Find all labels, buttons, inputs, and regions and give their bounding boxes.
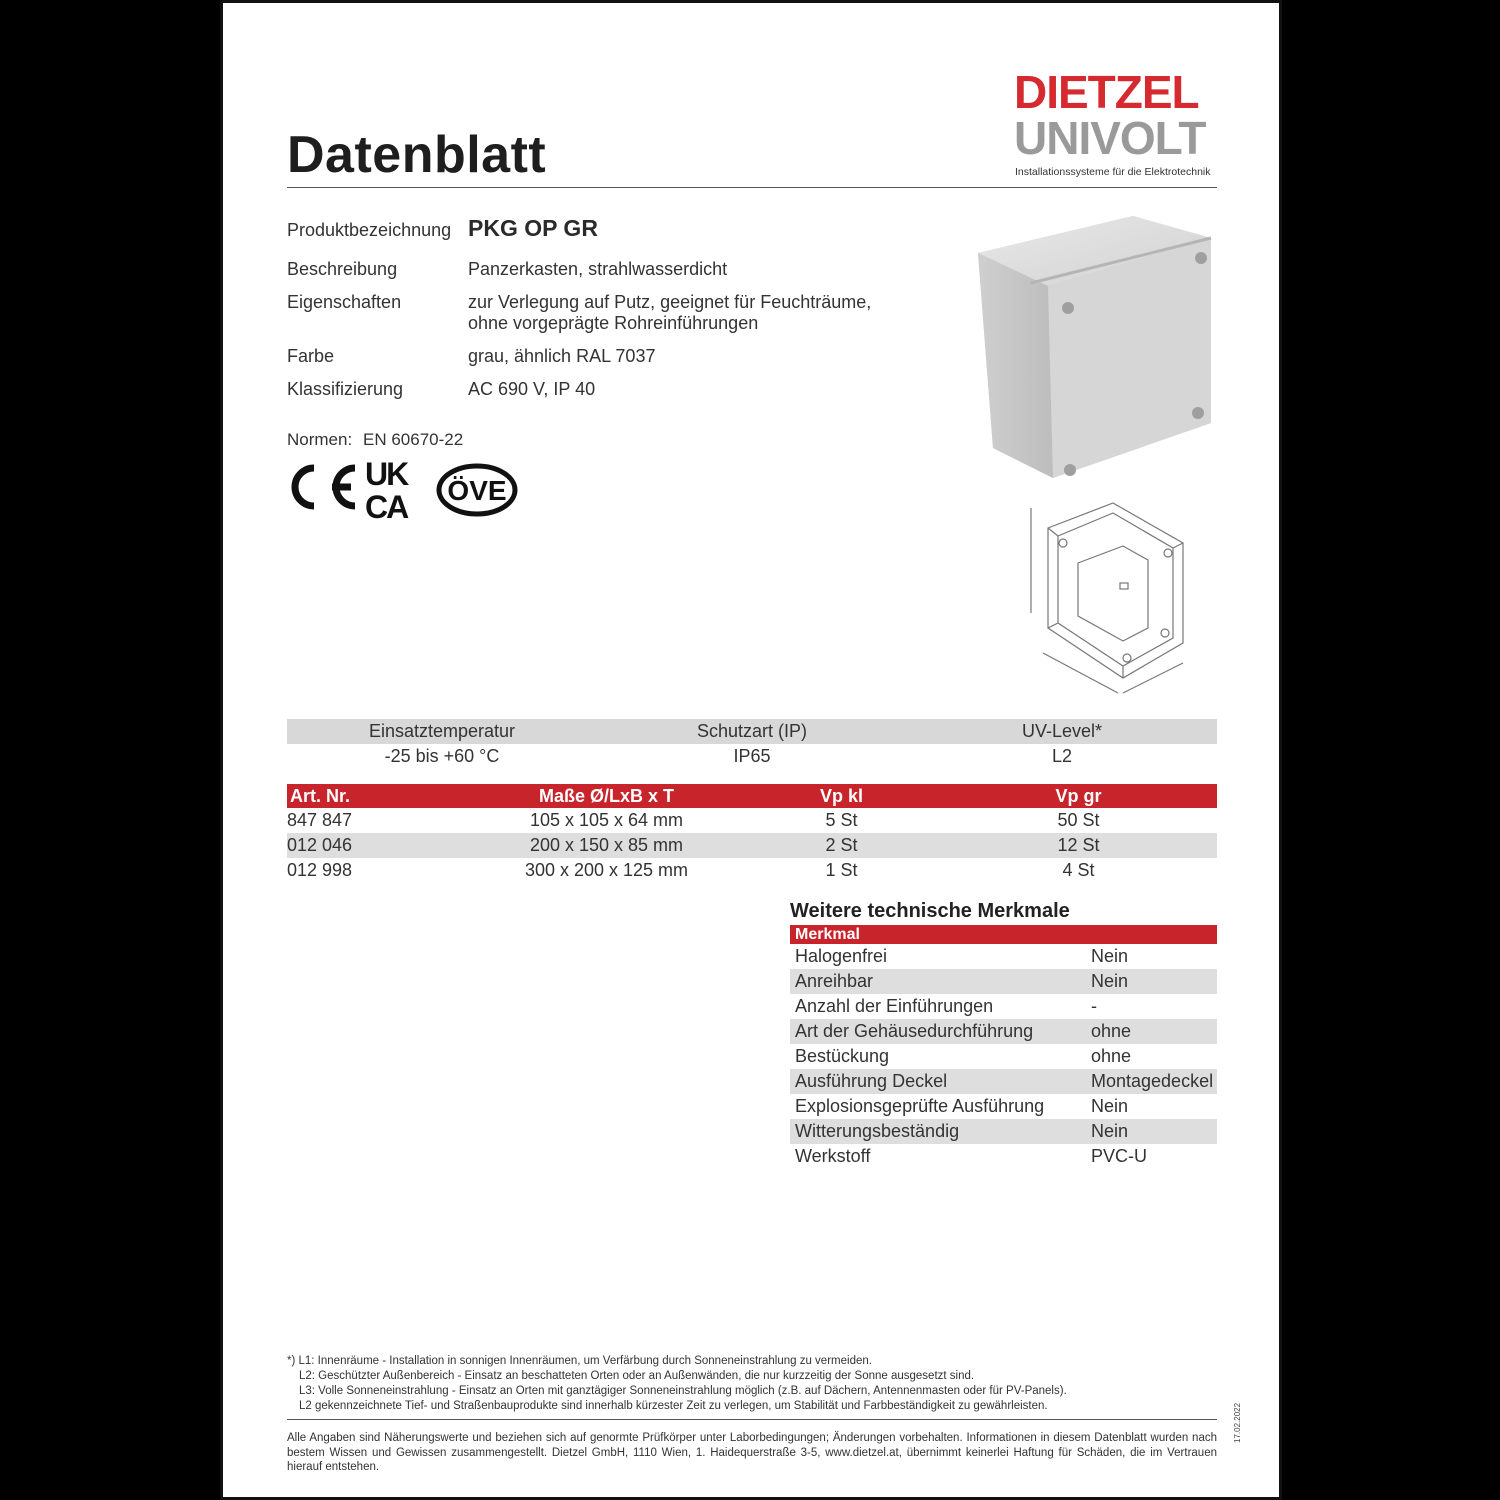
datasheet-page [220, 0, 1282, 1500]
feature-name: Anreihbar [790, 969, 1086, 994]
feature-value: Nein [1091, 1096, 1129, 1116]
specs-value-uv: L2 [1051, 746, 1073, 766]
ukca-mark-icon [365, 456, 409, 521]
norms-label: Normen: [287, 430, 353, 449]
feature-name: Werkstoff [795, 1146, 871, 1166]
ce-mark-icon [295, 468, 355, 506]
article-vp-large: 12 St [940, 833, 1217, 858]
features-title: Weitere technische Merkmale [790, 900, 1070, 922]
article-vp-small: 5 St [825, 810, 858, 830]
articles-header-dimensions: Maße Ø/LxB x T [470, 784, 743, 808]
svg-text:CA: CA [365, 489, 408, 521]
footnote-line: L2: Geschützter Außenbereich - Einsatz an beschatteten Orten oder an Außenwänden, die nur kurzzeitig der Sonne ausgesetzt sind. [299, 1370, 975, 1382]
article-vp-small: 2 St [743, 833, 940, 858]
product-name-label: Produktbezeichnung [287, 220, 452, 240]
footnote-line: L2 gekennzeichnete Tief- und Straßenbauprodukte sind innerhalb kürzester Zeit zu verlegen, um Stabilität und Farbbeständigkeit zu gewährleisten. [299, 1400, 1048, 1412]
disclaimer-text: Alle Angaben sind Näherungswerte und beziehen sich auf genormte Prüfkörper unter Laborbedingungen; Änderungen vorbehalten. Informationen in diesem Datenblatt wurden nach bestem Wissen und Gewissen zusammengestellt. Dietzel GmbH, 1110 Wien, 1. Haidequerstraße 3-5, www.dietzel.at, übernimmt keinerlei Haftung für Schäden, die im Vertrauen hierauf entstehen. [287, 1432, 1217, 1473]
certification-marks-icon [287, 455, 519, 521]
ove-mark-icon [439, 466, 515, 514]
properties-label: Eigenschaften [287, 292, 402, 312]
feature-value: Nein [1086, 969, 1217, 994]
feature-name: Art der Gehäusedurchführung [790, 1019, 1086, 1044]
specs-value-protection: IP65 [733, 746, 771, 766]
articles-header-number: Art. Nr. [287, 784, 470, 808]
article-vp-large: 50 St [1057, 810, 1100, 830]
svg-text:ÖVE: ÖVE [447, 475, 507, 506]
specs-header-uv: UV-Level* [907, 719, 1217, 744]
norms-value: EN 60670-22 [363, 430, 464, 449]
article-number: 012 998 [287, 860, 353, 880]
product-photo-icon [973, 208, 1218, 493]
page-title: Datenblatt [287, 126, 547, 184]
logo-line-1: DIETZEL [1014, 66, 1199, 118]
feature-name: Bestückung [795, 1046, 890, 1066]
footnote-line: *) L1: Innenräume - Installation in sonnigen Innenräumen, um Verfärbung durch Sonneneinstrahlung zu vermeiden. [287, 1355, 872, 1367]
feature-value: Montagedeckel [1086, 1069, 1217, 1094]
feature-value: PVC-U [1091, 1146, 1148, 1166]
specs-header-temperature: Einsatztemperatur [287, 719, 597, 744]
uv-footnote [287, 1354, 1217, 1414]
article-dimensions: 300 x 200 x 125 mm [524, 860, 689, 880]
svg-text:UK: UK [365, 456, 408, 492]
article-number: 847 847 [287, 810, 353, 830]
product-name-value: PKG OP GR [468, 215, 598, 241]
feature-name: Witterungsbeständig [790, 1119, 1086, 1144]
article-vp-small: 1 St [825, 860, 858, 880]
feature-name: Explosionsgeprüfte Ausführung [795, 1096, 1045, 1116]
feature-value: Nein [1086, 1119, 1217, 1144]
specs-value-temperature: -25 bis +60 °C [384, 746, 500, 766]
document-date: 17.02.2022 [1233, 1402, 1242, 1443]
specs-table [287, 719, 1217, 769]
logo-line-2: UNIVOLT [1014, 112, 1206, 164]
articles-header-vp-large: Vp gr [940, 784, 1217, 808]
footnote-line: L3: Volle Sonneneinstrahlung - Einsatz an Orten mit ganztägiger Sonneneinstrahlung möglich (z.B. auf Dächern, Antennenmasten oder für PV-Panels). [299, 1385, 1067, 1397]
color-label: Farbe [287, 346, 335, 366]
articles-header-vp-small: Vp kl [743, 784, 940, 808]
article-vp-large: 4 St [1062, 860, 1095, 880]
footer-rule [287, 1419, 1217, 1420]
description-label: Beschreibung [287, 259, 398, 279]
logo-tagline: Installationssysteme für die Elektrotechnik [1015, 166, 1211, 178]
feature-value: - [1091, 996, 1097, 1016]
properties-line-1: zur Verlegung auf Putz, geeignet für Feuchträume, [468, 292, 872, 312]
specs-header-protection: Schutzart (IP) [597, 719, 907, 744]
feature-value: Nein [1091, 946, 1129, 966]
technical-drawing-icon [1023, 498, 1188, 698]
classification-label: Klassifizierung [287, 379, 404, 399]
color-value: grau, ähnlich RAL 7037 [468, 346, 656, 366]
feature-name: Ausführung Deckel [790, 1069, 1086, 1094]
feature-name: Anzahl der Einführungen [795, 996, 994, 1016]
description-value: Panzerkasten, strahlwasserdicht [468, 259, 728, 279]
article-number: 012 046 [287, 833, 470, 858]
feature-value: ohne [1091, 1046, 1132, 1066]
articles-table [287, 784, 1217, 883]
title-rule [287, 187, 1217, 188]
article-dimensions: 105 x 105 x 64 mm [529, 810, 684, 830]
features-header: Merkmal [790, 925, 1217, 944]
features-table [790, 925, 1217, 1169]
feature-name: Halogenfrei [795, 946, 888, 966]
feature-value: ohne [1086, 1019, 1217, 1044]
properties-line-2: ohne vorgeprägte Rohreinführungen [468, 313, 759, 333]
article-dimensions: 200 x 150 x 85 mm [470, 833, 743, 858]
classification-value: AC 690 V, IP 40 [468, 379, 596, 399]
